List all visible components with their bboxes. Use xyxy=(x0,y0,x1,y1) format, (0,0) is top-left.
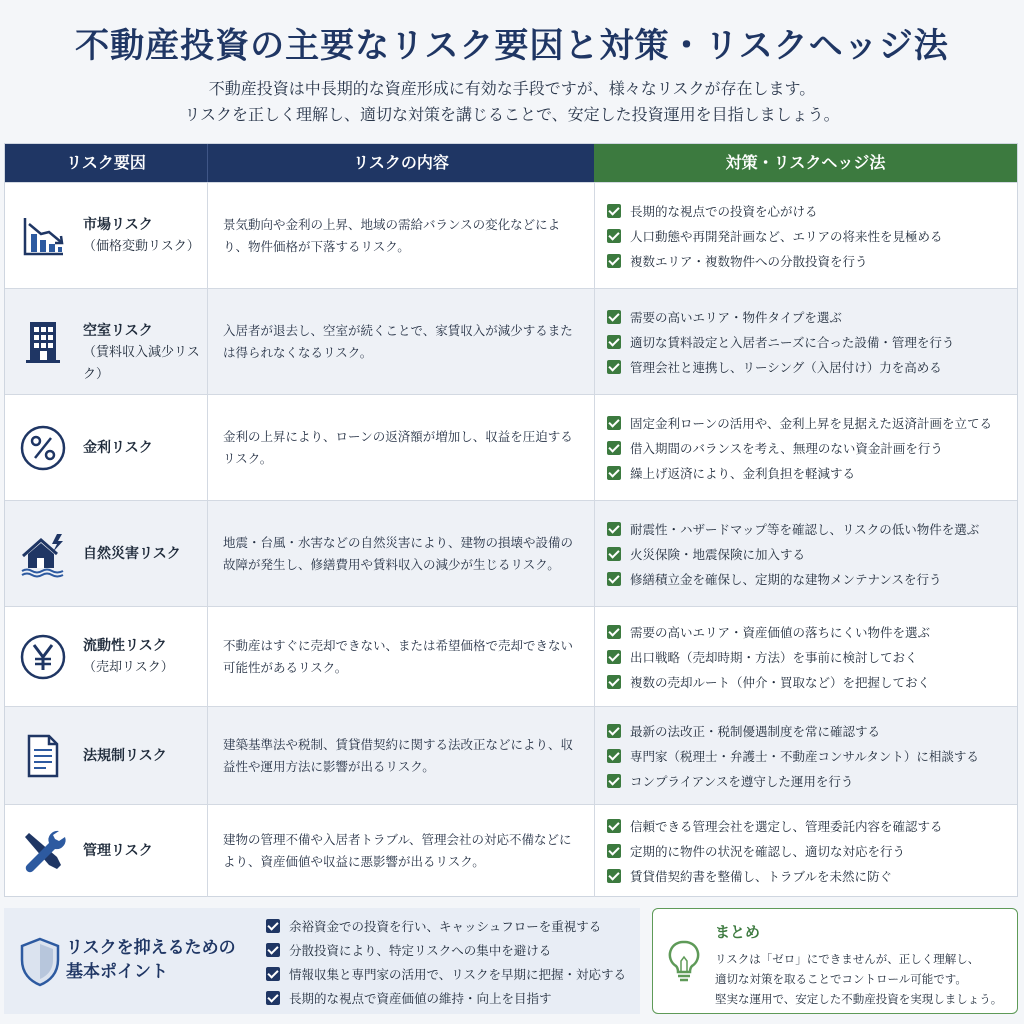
risk-description: 入居者が退去し、空室が続くことで、家賃収入が減少するまたは得られなくなるリスク。 xyxy=(207,289,594,394)
table-row xyxy=(5,182,1017,288)
point-text: 余裕資金での投資を行い、キャッシュフローを重視する xyxy=(289,919,602,934)
risk-title: 金利リスク xyxy=(83,440,153,456)
measure-text: 需要の高いエリア・物件タイプを選ぶ xyxy=(630,309,842,325)
measure-item xyxy=(607,839,1017,864)
check-icon xyxy=(607,522,621,536)
measure-text: 固定金利ローンの活用や、金利上昇を見据えた返済計画を立てる xyxy=(630,415,993,431)
measure-text: 火災保険・地震保険に加入する xyxy=(630,546,806,562)
measure-text: 修繕積立金を確保し、定期的な建物メンテナンスを行う xyxy=(630,571,942,587)
measure-text: 賃貸借契約書を整備し、トラブルを未然に防ぐ xyxy=(630,869,893,884)
check-icon xyxy=(607,441,621,455)
check-icon xyxy=(266,991,280,1005)
measure-item xyxy=(607,435,1017,460)
risk-name xyxy=(83,543,181,565)
check-icon xyxy=(607,625,621,639)
summary-line: 堅実な運用で、安定した不動産投資を実現しましょう。 xyxy=(715,992,1003,1006)
check-icon xyxy=(607,819,621,833)
tools-icon xyxy=(19,827,67,875)
risk-name xyxy=(83,320,207,386)
risk-title: 法規制リスク xyxy=(83,748,167,764)
check-icon xyxy=(607,844,621,858)
measure-text: 信頼できる管理会社を選定し、管理委託内容を確認する xyxy=(630,819,943,834)
measure-item xyxy=(607,644,1017,669)
measure-item xyxy=(607,516,1017,541)
measure-text: 適切な賃料設定と入居者ニーズに合った設備・管理を行う xyxy=(630,334,955,350)
building-icon xyxy=(19,318,67,366)
point-item xyxy=(266,962,626,986)
measure-text: 最新の法改正・税制優遇制度を常に確認する xyxy=(630,723,881,739)
measure-item xyxy=(607,329,1017,354)
measure-item xyxy=(607,410,1017,435)
risk-name xyxy=(83,214,200,258)
check-icon xyxy=(607,335,621,349)
table-row xyxy=(5,804,1017,897)
risk-measures xyxy=(594,183,1017,288)
measure-text: 定期的に物件の状況を確認し、適切な対応を行う xyxy=(630,844,906,859)
basic-points-panel xyxy=(4,908,640,1014)
measure-text: 複数エリア・複数物件への分散投資を行う xyxy=(630,253,868,269)
measure-item xyxy=(607,304,1017,329)
summary-text xyxy=(715,949,1015,1009)
risk-title: 自然災害リスク xyxy=(83,546,181,562)
check-icon xyxy=(607,229,621,243)
measure-item xyxy=(607,718,1017,743)
point-item xyxy=(266,986,626,1010)
summary-line: リスクは「ゼロ」にできませんが、正しく理解し、 xyxy=(715,952,980,966)
bar-chart-down-icon xyxy=(19,212,67,260)
table-row xyxy=(5,706,1017,804)
risk-description: 建築基準法や税制、賃貸借契約に関する法改正などにより、収益性や運用方法に影響が出るリスク。 xyxy=(207,707,594,804)
intro-line: リスクを正しく理解し、適切な対策を講じることで、安定した投資運用を目指しましょう。 xyxy=(184,105,840,124)
check-icon xyxy=(607,310,621,324)
yen-icon xyxy=(19,633,67,681)
measure-item xyxy=(607,743,1017,768)
risk-name xyxy=(83,635,174,679)
risk-description: 景気動向や金利の上昇、地域の需給バランスの変化などにより、物件価格が下落するリスク。 xyxy=(207,183,594,288)
risk-measures xyxy=(594,289,1017,394)
check-icon xyxy=(607,254,621,268)
check-icon xyxy=(607,650,621,664)
measure-text: 繰上げ返済により、金利負担を軽減する xyxy=(630,465,856,481)
risk-subtitle: （価格変動リスク） xyxy=(83,239,200,254)
summary-title: まとめ xyxy=(715,923,761,941)
page-title: 不動産投資の主要なリスク要因と対策・リスクヘッジ法 xyxy=(75,26,949,66)
intro-line: 不動産投資は中長期的な資産形成に有効な手段ですが、様々なリスクが存在します。 xyxy=(208,79,816,98)
summary-line: 適切な対策を取ることでコントロール可能です。 xyxy=(715,972,967,986)
measure-item xyxy=(607,223,1017,248)
measure-text: 管理会社と連携し、リーシング（入居付け）力を高める xyxy=(630,359,942,375)
risk-measures xyxy=(594,607,1017,706)
header-countermeasures: 対策・リスクヘッジ法 xyxy=(594,144,1017,182)
measure-text: 専門家（税理士・弁護士・不動産コンサルタント）に相談する xyxy=(630,748,979,764)
risk-title: 市場リスク xyxy=(83,217,153,233)
table-row xyxy=(5,606,1017,706)
header-risk-content: リスクの内容 xyxy=(207,144,594,182)
measure-text: 複数の売却ルート（仲介・買取など）を把握しておく xyxy=(630,674,931,690)
intro-text xyxy=(0,76,1024,128)
measure-item xyxy=(607,354,1017,379)
point-item xyxy=(266,938,626,962)
risk-measures xyxy=(594,395,1017,500)
house-disaster-icon xyxy=(19,530,67,578)
risk-name xyxy=(83,745,167,767)
measure-item xyxy=(607,669,1017,694)
measure-item xyxy=(607,566,1017,591)
check-icon xyxy=(607,774,621,788)
table-row xyxy=(5,500,1017,606)
measure-text: 借入期間のバランスを考え、無理のない資金計画を行う xyxy=(630,440,943,456)
document-icon xyxy=(19,732,67,780)
check-icon xyxy=(607,360,621,374)
risk-measures xyxy=(594,707,1017,804)
percent-icon xyxy=(19,424,67,472)
risk-name xyxy=(83,437,153,459)
table-row xyxy=(5,394,1017,500)
check-icon xyxy=(607,749,621,763)
measure-text: コンプライアンスを遵守した運用を行う xyxy=(630,773,854,789)
point-text: 情報収集と専門家の活用で、リスクを早期に把握・対応する xyxy=(289,967,627,982)
measure-item xyxy=(607,460,1017,485)
check-icon xyxy=(266,967,280,981)
risk-description: 金利の上昇により、ローンの返済額が増加し、収益を圧迫するリスク。 xyxy=(207,395,594,500)
check-icon xyxy=(607,466,621,480)
measure-text: 長期的な視点での投資を心がける xyxy=(630,203,818,219)
basic-points-title: リスクを抑えるための基本ポイント xyxy=(66,938,236,982)
risk-title: 流動性リスク xyxy=(83,638,167,654)
check-icon xyxy=(266,943,280,957)
check-icon xyxy=(266,919,280,933)
risk-measures xyxy=(594,501,1017,606)
check-icon xyxy=(607,416,621,430)
shield-icon xyxy=(18,936,62,988)
risk-measures xyxy=(594,805,1017,897)
risk-description: 建物の管理不備や入居者トラブル、管理会社の対応不備などにより、資産価値や収益に悪影響が出るリスク。 xyxy=(207,805,594,897)
measure-text: 人口動態や再開発計画など、エリアの将来性を見極める xyxy=(630,228,943,244)
risk-table xyxy=(4,143,1018,897)
risk-description: 地震・台風・水害などの自然災害により、建物の損壊や設備の故障が発生し、修繕費用や賃料収入の減少が生じるリスク。 xyxy=(207,501,594,606)
risk-title: 空室リスク xyxy=(83,323,153,339)
check-icon xyxy=(607,572,621,586)
check-icon xyxy=(607,204,621,218)
measure-item xyxy=(607,198,1017,223)
point-item xyxy=(266,914,626,938)
point-text: 分散投資により、特定リスクへの集中を避ける xyxy=(289,943,552,958)
check-icon xyxy=(607,547,621,561)
measure-text: 需要の高いエリア・資産価値の落ちにくい物件を選ぶ xyxy=(630,624,931,640)
table-row xyxy=(5,288,1017,394)
risk-title: 管理リスク xyxy=(83,843,153,859)
measure-text: 耐震性・ハザードマップ等を確認し、リスクの低い物件を選ぶ xyxy=(630,521,980,537)
check-icon xyxy=(607,869,621,883)
basic-points-list xyxy=(266,914,626,1010)
measure-item xyxy=(607,541,1017,566)
measure-item xyxy=(607,864,1017,889)
risk-subtitle: （賃料収入減少リスク） xyxy=(83,345,200,382)
measure-item xyxy=(607,248,1017,273)
check-icon xyxy=(607,675,621,689)
measure-item xyxy=(607,619,1017,644)
risk-subtitle: （売却リスク） xyxy=(83,660,174,675)
point-text: 長期的な視点で資産価値の維持・向上を目指す xyxy=(289,991,552,1006)
header-risk-factor: リスク要因 xyxy=(5,144,207,182)
risk-description: 不動産はすぐに売却できない、または希望価格で売却できない可能性があるリスク。 xyxy=(207,607,594,706)
risk-name xyxy=(83,840,153,862)
check-icon xyxy=(607,724,621,738)
lightbulb-icon xyxy=(667,939,701,985)
measure-item xyxy=(607,814,1017,839)
summary-panel xyxy=(652,908,1018,1014)
table-header xyxy=(5,144,1017,182)
measure-item xyxy=(607,768,1017,793)
measure-text: 出口戦略（売却時期・方法）を事前に検討しておく xyxy=(630,649,918,665)
